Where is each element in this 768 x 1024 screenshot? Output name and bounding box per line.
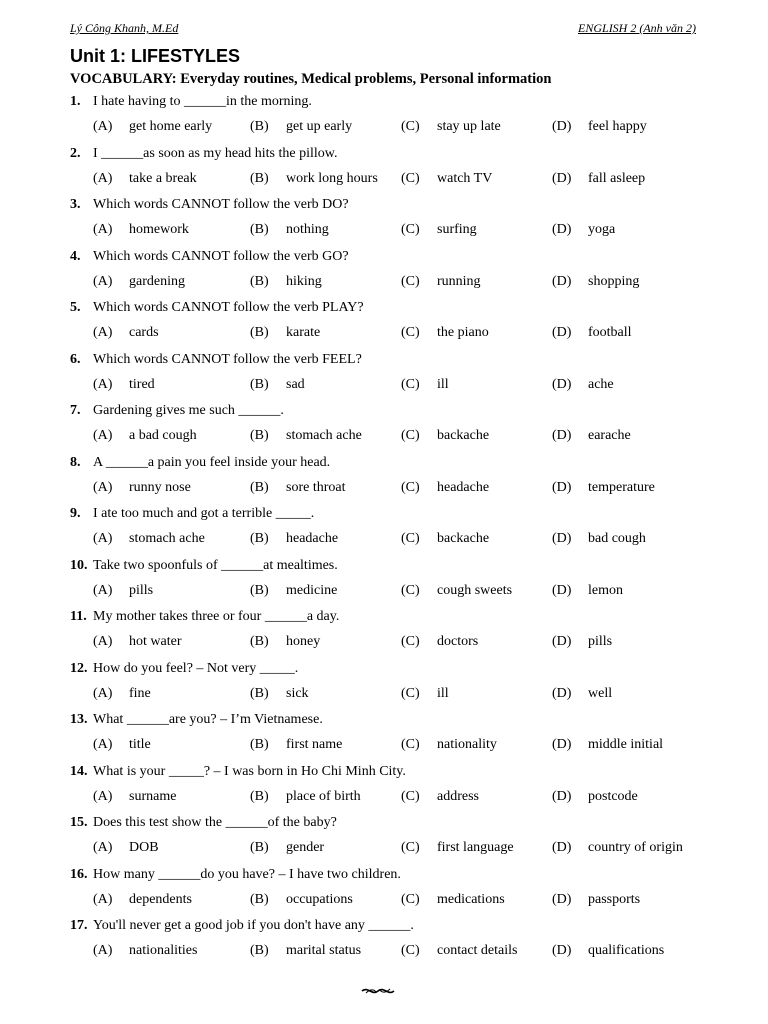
option-text: headache [437,479,490,495]
option-text: sick [286,685,309,701]
option-text: running [437,273,481,289]
answer-options [93,840,713,858]
option-letter: (D) [552,273,572,289]
option-letter: (B) [250,428,269,443]
option-letter: (D) [552,376,572,392]
option-text: passports [588,891,641,907]
question-stem [70,94,312,110]
option-text: lemon [588,582,623,598]
question-number: 12. [70,660,88,676]
question-text: I hate having to ______in the morning. [93,94,312,109]
question-stem [70,661,298,677]
question-stem [70,558,338,574]
option-letter: (C) [401,788,420,804]
question-text: A ______a pain you feel inside your head. [93,454,331,470]
option-text: stomach ache [129,531,205,546]
option-text: marital status [286,943,362,958]
option-letter: (B) [250,840,269,855]
option-text: nationalities [129,943,198,958]
option-letter: (C) [401,531,420,546]
option-letter: (A) [93,428,113,443]
vocabulary-topics: Everyday routines, Medical problems, Personal information [176,71,552,87]
question-stem [70,815,337,831]
option-letter: (A) [93,943,113,958]
question-stem [70,918,414,934]
option-text: ill [437,685,449,701]
question-stem [70,609,339,625]
option-text: fine [129,685,151,701]
option-letter: (D) [552,840,572,855]
option-text: ill [437,376,449,392]
question-text: Which words CANNOT follow the verb PLAY? [93,300,364,315]
option-letter: (A) [93,891,113,907]
answer-options [93,480,713,498]
option-letter: (A) [93,788,113,804]
option-text: backache [437,531,490,546]
option-text: surfing [437,222,477,237]
option-text: earache [588,428,631,443]
option-text: doctors [437,634,479,649]
option-letter: (D) [552,428,572,443]
answer-options [93,325,713,343]
header-author: Lý Công Khanh, M.Ed [70,21,179,35]
option-letter: (D) [552,891,572,907]
option-letter: (C) [401,170,420,186]
option-letter: (A) [93,273,113,289]
answer-options [93,892,713,910]
option-letter: (B) [250,325,269,340]
option-letter: (B) [250,531,269,546]
option-letter: (C) [401,634,420,649]
option-letter: (C) [401,325,420,340]
question-number: 3. [70,197,81,212]
question-stem [70,764,406,780]
unit-title: Unit 1: LIFESTYLES [70,46,241,66]
option-letter: (B) [250,376,269,392]
question-number: 13. [70,712,88,727]
answer-options [93,583,713,601]
question-stem [70,712,323,728]
option-text: surname [129,788,177,804]
option-letter: (C) [401,119,420,134]
option-text: nationality [437,737,497,752]
option-text: pills [129,582,154,598]
question-number: 14. [70,763,88,779]
option-letter: (D) [552,634,572,649]
answer-options [93,274,713,292]
question-stem [70,249,349,265]
question-number: 17. [70,918,88,933]
question-text: How many ______do you have? – I have two children. [93,866,401,882]
question-number: 10. [70,557,88,573]
option-text: occupations [286,891,353,907]
option-letter: (B) [250,222,269,237]
option-letter: (B) [250,582,269,598]
option-text: shopping [588,273,640,289]
question-number: 1. [70,94,81,109]
question-stem [70,867,401,883]
option-letter: (A) [93,376,113,392]
question-stem [70,197,349,213]
option-letter: (D) [552,685,572,701]
question-number: 8. [70,454,81,470]
question-stem [70,403,284,419]
option-letter: (C) [401,891,420,907]
option-letter: (B) [250,788,269,804]
question-number: 6. [70,351,81,367]
option-text: nothing [286,222,329,237]
option-text: gardening [129,273,185,289]
option-text: runny nose [129,479,191,495]
option-text: headache [286,531,339,546]
question-text: My mother takes three or four ______a day. [93,609,340,624]
question-text: What ______are you? – I’m Vietnamese. [93,712,323,727]
option-letter: (A) [93,531,113,546]
question-text: What is your _____? – I was born in Ho Chi Minh City. [93,763,406,779]
option-text: temperature [588,479,655,495]
answer-options [93,943,713,961]
option-letter: (D) [552,222,572,237]
question-text: Does this test show the ______of the baby? [93,815,337,830]
option-text: country of origin [588,840,683,855]
answer-options [93,377,713,395]
question-stem [70,352,362,368]
option-letter: (C) [401,479,420,495]
question-number: 16. [70,866,88,882]
question-stem [70,300,364,316]
option-letter: (A) [93,582,113,598]
option-letter: (A) [93,325,113,340]
vocabulary-heading [70,71,551,88]
option-text: postcode [588,788,638,804]
question-stem [70,455,330,471]
option-letter: (A) [93,119,113,134]
answer-options [93,119,713,137]
question-number: 9. [70,506,81,521]
option-text: sad [286,376,305,392]
question-text: I ate too much and got a terrible _____. [93,506,315,521]
option-letter: (A) [93,479,113,495]
option-text: feel happy [588,119,647,134]
option-text: work long hours [286,170,378,186]
option-letter: (B) [250,943,269,958]
option-text: the piano [437,325,489,340]
option-letter: (B) [250,273,269,289]
option-text: hiking [286,273,322,289]
option-letter: (C) [401,273,420,289]
option-letter: (B) [250,170,269,186]
answer-options [93,171,713,189]
option-letter: (A) [93,840,113,855]
option-text: karate [286,325,321,340]
option-text: pills [588,634,613,649]
option-text: middle initial [588,737,664,752]
option-letter: (C) [401,685,420,701]
option-letter: (C) [401,582,420,598]
option-text: tired [129,376,155,392]
question-text: You'll never get a good job if you don't have any ______. [93,918,414,933]
option-text: bad cough [588,531,646,546]
option-letter: (C) [401,840,420,855]
option-letter: (C) [401,943,420,958]
option-letter: (A) [93,737,113,752]
option-letter: (D) [552,582,572,598]
option-letter: (D) [552,325,572,340]
answer-options [93,789,713,807]
question-stem [70,146,337,162]
option-letter: (D) [552,737,572,752]
option-text: title [129,737,151,752]
option-text: dependents [129,891,192,907]
answer-options [93,222,713,240]
question-stem [70,506,314,522]
answer-options [93,634,713,652]
option-letter: (C) [401,737,420,752]
question-number: 5. [70,300,81,315]
option-text: DOB [129,840,159,855]
option-text: stay up late [437,119,501,134]
option-text: ache [588,376,614,392]
option-text: medications [437,891,505,907]
option-text: yoga [588,222,616,237]
option-text: honey [286,634,321,649]
option-letter: (D) [552,531,572,546]
option-text: gender [286,840,325,855]
option-text: backache [437,428,490,443]
answer-options [93,428,713,446]
option-text: contact details [437,943,518,958]
question-number: 11. [70,609,87,624]
option-letter: (B) [250,737,269,752]
option-text: get home early [129,119,213,134]
option-letter: (D) [552,788,572,804]
ornament-flourish-icon [360,984,396,998]
option-text: cards [129,325,159,340]
option-letter: (D) [552,943,572,958]
question-text: Gardening gives me such ______. [93,403,284,418]
option-text: homework [129,222,189,237]
option-text: watch TV [437,170,493,186]
option-letter: (D) [552,479,572,495]
question-number: 2. [70,145,81,161]
option-letter: (D) [552,170,572,186]
option-text: well [588,685,613,701]
option-letter: (B) [250,479,269,495]
option-letter: (B) [250,634,269,649]
option-text: qualifications [588,943,665,958]
option-text: place of birth [286,788,361,804]
option-letter: (A) [93,222,113,237]
option-text: a bad cough [129,428,197,443]
vocabulary-label: VOCABULARY: [70,71,177,87]
option-letter: (B) [250,891,269,907]
option-letter: (A) [93,685,113,701]
option-letter: (C) [401,376,420,392]
answer-options [93,686,713,704]
option-letter: (D) [552,119,572,134]
option-text: fall asleep [588,170,646,186]
option-letter: (B) [250,119,269,134]
option-text: address [437,788,479,804]
option-text: get up early [286,119,353,134]
option-letter: (C) [401,222,420,237]
option-text: hot water [129,634,182,649]
option-text: medicine [286,582,338,598]
option-letter: (C) [401,428,420,443]
option-text: take a break [129,170,197,186]
option-text: first language [437,840,514,855]
question-text: How do you feel? – Not very _____. [93,660,299,676]
option-text: stomach ache [286,428,362,443]
question-text: Which words CANNOT follow the verb DO? [93,197,349,212]
question-text: Which words CANNOT follow the verb FEEL? [93,351,362,367]
option-text: sore throat [286,479,346,495]
question-text: I ______as soon as my head hits the pillow. [93,145,338,161]
question-text: Take two spoonfuls of ______at mealtimes. [93,557,338,573]
option-letter: (A) [93,634,113,649]
option-letter: (B) [250,685,269,701]
option-text: first name [286,737,343,752]
answer-options [93,737,713,755]
option-letter: (A) [93,170,113,186]
option-text: cough sweets [437,582,513,598]
question-number: 15. [70,815,88,830]
answer-options [93,531,713,549]
header-course: ENGLISH 2 (Anh văn 2) [578,21,696,35]
question-number: 4. [70,248,81,264]
question-number: 7. [70,403,81,418]
option-text: football [588,325,632,340]
question-text: Which words CANNOT follow the verb GO? [93,248,349,264]
